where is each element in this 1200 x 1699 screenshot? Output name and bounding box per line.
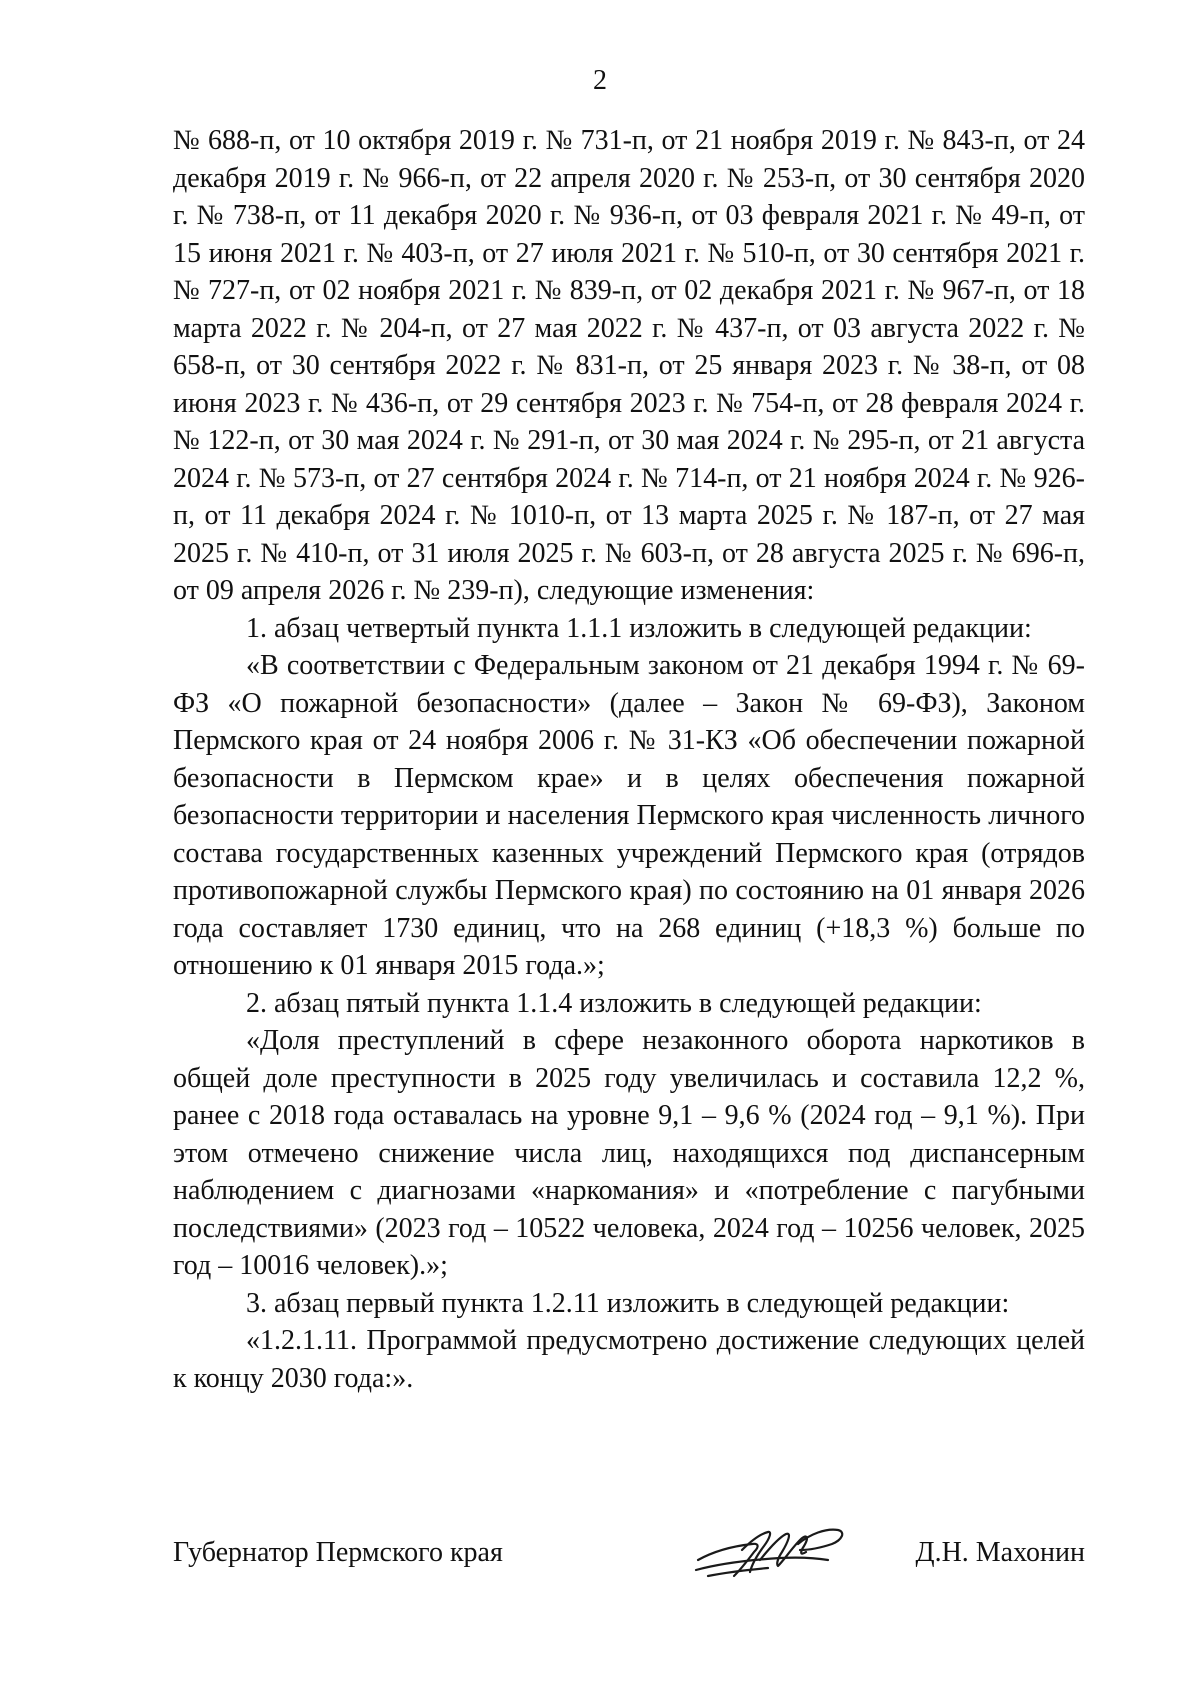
signatory-position: Губернатор Пермского края bbox=[173, 1537, 503, 1568]
document-body bbox=[173, 122, 1085, 1397]
paragraph-amendment-list: № 688-п, от 10 октября 2019 г. № 731-п, от 21 ноября 2019 г. № 843-п, от 24 декабря 2019 г. № 966-п, от 22 апреля 2020 г. № 253-п, от 30 сентября 2020 г. № 738-п, от 11 декабря 2020 г. № 936-п, от 03 февраля 2021 г. № 49-п, от 15 июня 2021 г. № 403-п, от 27 июля 2021 г. № 510-п, от 30 сентября 2021 г. № 727-п, от 02 ноября 2021 г. № 839-п, от 02 декабря 2021 г. № 967-п, от 18 марта 2022 г. № 204-п, от 27 мая 2022 г. № 437-п, от 03 августа 2022 г. № 658-п, от 30 сентября 2022 г. № 831-п, от 25 января 2023 г. № 38-п, от 08 июня 2023 г. № 436-п, от 29 сентября 2023 г. № 754-п, от 28 февраля 2024 г. № 122-п, от 30 мая 2024 г. № 291-п, от 30 мая 2024 г. № 295-п, от 21 августа 2024 г. № 573-п, от 27 сентября 2024 г. № 714-п, от 21 ноября 2024 г. № 926-п, от 11 декабря 2024 г. № 1010-п, от 13 марта 2025 г. № 187-п, от 27 мая 2025 г. № 410-п, от 31 июля 2025 г. № 603-п, от 28 августа 2025 г. № 696-п, от 09 апреля 2026 г. № 239-п), следующие изменения: bbox=[173, 125, 1085, 606]
paragraph-item-2-heading: 2. абзац пятый пункта 1.1.4 изложить в следующей редакции: bbox=[246, 987, 982, 1019]
handwritten-signature-icon bbox=[688, 1520, 858, 1586]
paragraph-item-3-heading: 3. абзац первый пункта 1.2.11 изложить в следующей редакции: bbox=[246, 1287, 1010, 1319]
paragraph-item-2-text: «Доля преступлений в сфере незаконного оборота наркотиков в общей доле преступности в 2025 году увеличилась и составила 12,2 %, ранее с 2018 года оставалась на уровне 9,1 – 9,6 % (2024 год – 9,1 %). При этом отмечено снижение числа лиц, находящихся под диспансерным наблюдением с диагнозами «наркомания» и «потребление с пагубными последствиями» (2023 год – 10522 человека, 2024 год – 10256 человек, 2025 год – 10016 человек).»; bbox=[173, 1025, 1085, 1281]
paragraph-item-1-heading: 1. абзац четвертый пункта 1.1.1 изложить в следующей редакции: bbox=[246, 612, 1032, 644]
paragraph-item-3-text: «1.2.1.11. Программой предусмотрено достижение следующих целей к концу 2030 года:». bbox=[173, 1325, 1085, 1394]
page-number: 2 bbox=[593, 65, 607, 96]
paragraph-item-1-text: «В соответствии с Федеральным законом от 21 декабря 1994 г. № 69-ФЗ «О пожарной безопасности» (далее – Закон № 69-ФЗ), Законом Пермского края от 24 ноября 2006 г. № 31-КЗ «Об обеспечении пожарной безопасности в Пермском крае» и в целях обеспечения пожарной безопасности территории и населения Пермского края численность личного состава государственных казенных учреждений Пермского края (отрядов противопожарной службы Пермского края) по состоянию на 01 января 2026 года составляет 1730 единиц, что на 268 единиц (+18,3 %) больше по отношению к 01 января 2015 года.»; bbox=[173, 650, 1085, 981]
signatory-name: Д.Н. Махонин bbox=[915, 1537, 1085, 1568]
signature-block bbox=[173, 1520, 1085, 1590]
